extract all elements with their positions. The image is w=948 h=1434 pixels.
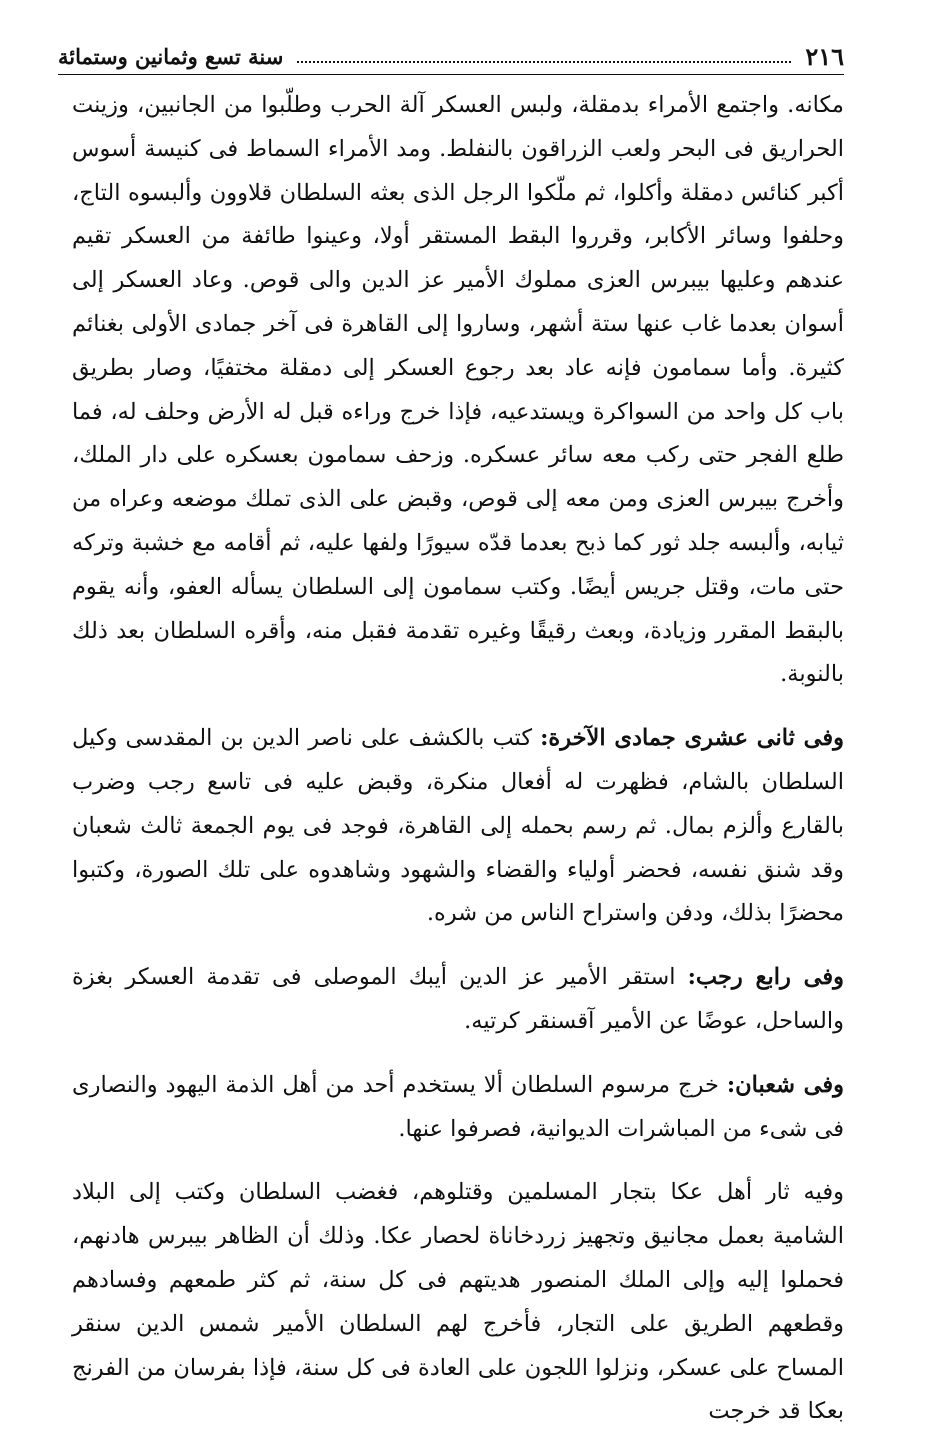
header-rule (58, 74, 844, 75)
paragraph-lead-date: وفى شعبان: (726, 1071, 845, 1098)
running-head-title: سنة تسع وثمانين وستمائة (58, 43, 284, 69)
running-head (58, 38, 844, 74)
paragraph-text: كتب بالكشف على ناصر الدين بن المقدسى وكيل السلطان بالشام، فظهرت له أفعال منكرة، وقبض عليه فى تاسع رجب وضرب بالقارع وألزم بمال. ثم رسم بحمله إلى القاهرة، فوجد فى يوم الجمعة ثالث شعبان وقد شنق نفسه، فحضر أولياء والقضاء والشهود وشاهدوه على تلك الصورة، وكتبوا محضرًا بذلك، ودفن واستراح الناس من شره. (72, 725, 844, 927)
paragraph-lead-date: وفى ثانى عشرى جمادى الآخرة: (540, 725, 844, 752)
paragraph-text: استقر الأمير عز الدين أيبك الموصلى فى تقدمة العسكر بغزة والساحل، عوضًا عن الأمير آقسنقر كرتيه. (72, 964, 844, 1034)
paragraph-lead-date: وفى رابع رجب: (687, 964, 845, 991)
paragraph-text: مكانه. واجتمع الأمراء بدمقلة، ولبس العسكر آلة الحرب وطلّبوا من الجانبين، وزينت الحراريق فى البحر ولعب الزراقون بالنفلط. ومد الأمراء السماط فى كنيسة أسوس أكبر كنائس دمقلة وأكلوا، ثم ملّكوا الرجل الذى بعثه السلطان قلاوون وألبسوه التاج، وحلفوا وسائر الأكابر، وقرروا البقط المستقر أولا، وعينوا طائفة من العسكر تقيم عندهم وعليها بيبرس العزى مملوك الأمير عز الدين والى قوص. وعاد العسكر إلى أسوان بعدما غاب عنها ستة أشهر، وساروا إلى القاهرة فى آخر جمادى الأولى بغنائم كثيرة. وأما سمامون فإنه عاد بعد رجوع العسكر إلى دمقلة مختفيًا، وصار بطريق باب كل واحد من السواكرة ويستدعيه، فإذا خرج وراءه قبل له الأرض وحلف له، فما طلع الفجر حتى ركب معه سائر عسكره. وزحف سمامون بعسكره على دار الملك، وأخرج بيبرس العزى ومن معه إلى قوص، وقبض على الذى تملك موضعه وعراه من ثيابه، وألبسه جلد ثور كما ذبح بعدما قدّه سيورًا ولفها عليه، ثم أقامه مع خشبة وتركه حتى مات، وقتل جريس أيضًا. وكتب سمامون إلى السلطان يسأله العفو، وأنه يقوم بالبقط المقرر وزيادة، وبعث رقيقًا وغيره تقدمة فقبل منه، وأقره السلطان بعد ذلك بالنوبة. (72, 92, 844, 688)
page-number: ٢١٦ (805, 41, 844, 71)
paragraph-text: وفيه ثار أهل عكا بتجار المسلمين وقتلوهم، فغضب السلطان وكتب إلى البلاد الشامية بعمل مجانيق وتجهيز زردخاناة لحصار عكا. وذلك أن الظاهر بيبرس هادنهم، فحملوا إليه وإلى الملك المنصور هديتهم فى كل سنة، ثم كثر طمعهم وفسادهم وقطعهم الطريق على التجار، فأخرج لهم السلطان الأمير شمس الدين سنقر المساح على عسكر، ونزلوا اللجون على العادة فى كل سنة، فإذا بفرسان من الفرنج بعكا قد خرجت (72, 1179, 844, 1425)
paragraph-rajab (72, 956, 844, 1044)
dotted-leader (297, 61, 791, 63)
paragraph-jumada (72, 717, 844, 936)
paragraph-text: خرج مرسوم السلطان ألا يستخدم أحد من أهل الذمة اليهود والنصارى فى شىء من المباشرات الديوانية، فصرفوا عنها. (72, 1071, 844, 1142)
paragraph-shaban (72, 1064, 844, 1152)
paragraph-nubia (72, 84, 844, 697)
paragraph-acre (72, 1171, 844, 1434)
page-body (72, 84, 844, 1434)
